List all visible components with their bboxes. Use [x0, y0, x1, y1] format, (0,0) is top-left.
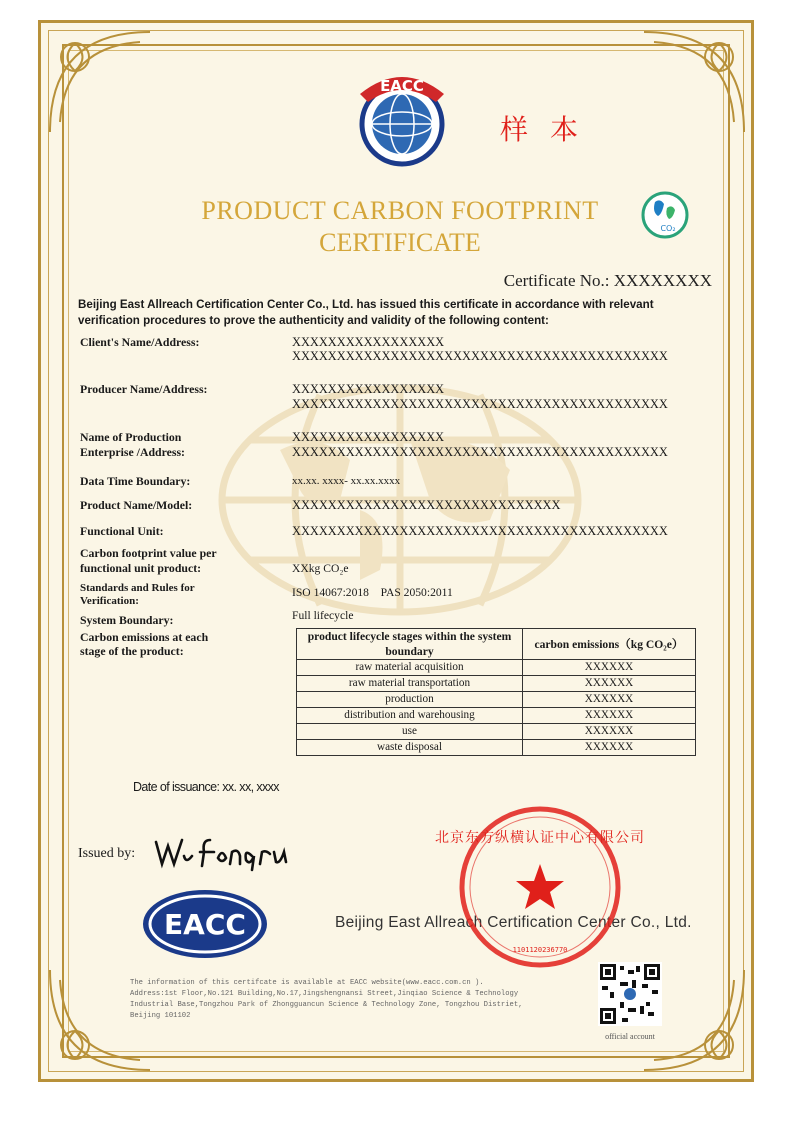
producer-label: Producer Name/Address:	[80, 382, 208, 396]
system-boundary-value: Full lifecycle	[292, 609, 354, 622]
production-enterprise-label-line2: Enterprise /Address:	[80, 445, 185, 459]
producer-value-line1: XXXXXXXXXXXXXXXXX	[292, 382, 445, 396]
client-value-line2: XXXXXXXXXXXXXXXXXXXXXXXXXXXXXXXXXXXXXXXXXX	[292, 349, 668, 363]
stage-cell: raw material transportation	[297, 676, 523, 692]
signature	[152, 834, 302, 870]
product-model-label: Product Name/Model:	[80, 498, 193, 512]
system-boundary-label: System Boundary:	[80, 613, 174, 627]
table-header-stage: product lifecycle stages within the system boundary	[297, 629, 523, 660]
footnote	[130, 978, 530, 1022]
stage-cell: use	[297, 724, 523, 740]
data-time-value: xx.xx. xxxx- xx.xx.xxxx	[292, 475, 401, 487]
table-row	[297, 708, 696, 724]
standards-label-line1: Standards and Rules for	[80, 582, 195, 594]
stage-cell: waste disposal	[297, 740, 523, 756]
certificate-title-line2: CERTIFICATE	[319, 228, 481, 257]
client-value-line1: XXXXXXXXXXXXXXXXX	[292, 335, 445, 349]
eacc-oval-logo	[140, 888, 270, 960]
table-row	[297, 676, 696, 692]
table-header-row	[297, 629, 696, 660]
certificate-title: PRODUCT CARBON FOOTPRINT	[201, 196, 599, 225]
seal-ring-text: 北京东方纵横认证中心有限公司	[435, 830, 645, 846]
certificate-number: Certificate No.: XXXXXXXX	[503, 271, 712, 290]
table-row	[297, 660, 696, 676]
production-enterprise-value-line1: XXXXXXXXXXXXXXXXX	[292, 430, 445, 444]
company-name: Beijing East Allreach Certification Center Co., Ltd.	[335, 914, 692, 931]
production-enterprise-label-line1: Name of Production	[80, 430, 182, 444]
table-row	[297, 692, 696, 708]
emission-cell: XXXXXX	[523, 740, 696, 756]
standards-label-line2: Verification:	[80, 595, 139, 607]
emission-cell: XXXXXX	[523, 724, 696, 740]
functional-unit-value: XXXXXXXXXXXXXXXXXXXXXXXXXXXXXXXXXXXXXXXXXX	[292, 524, 668, 538]
emissions-stage-table	[296, 628, 696, 756]
data-time-label: Data Time Boundary:	[80, 474, 191, 488]
issuance-date: Date of issuance: xx. xx, xxxx	[133, 780, 279, 794]
functional-unit-label: Functional Unit:	[80, 524, 164, 538]
client-label: Client's Name/Address:	[80, 335, 200, 349]
emission-cell: XXXXXX	[523, 692, 696, 708]
footprint-value: XXkg CO₂e	[292, 562, 349, 575]
eacc-logo-text: EACC	[380, 77, 424, 95]
qr-code[interactable]	[598, 962, 662, 1026]
product-model-value: XXXXXXXXXXXXXXXXXXXXXXXXXXXXXX	[292, 498, 561, 512]
table-header-emissions: carbon emissions（kg CO₂e）	[523, 629, 696, 660]
stage-cell: distribution and warehousing	[297, 708, 523, 724]
corner-ornament-top-left	[40, 22, 160, 142]
qr-caption: official account	[605, 1032, 655, 1041]
footnote-line: Beijing 101102	[130, 1012, 191, 1020]
sample-mark: 样本	[500, 113, 601, 146]
footnote-line: Industrial Base,Tongzhou Park of Zhongguancun Science & Technology Zone, Tongzhou Distriet,	[130, 1001, 523, 1009]
intro-statement: Beijing East Allreach Certification Center Co., Ltd. has issued this certificate in accordance with relevant verification procedures to prove the authenticity and validity of the following content:	[78, 298, 654, 327]
seal-code: 1101120236770	[512, 946, 568, 954]
eacc-oval-text: EACC	[164, 908, 246, 941]
emissions-stage-label-line1: Carbon emissions at each	[80, 630, 209, 644]
emissions-stage-label-line2: stage of the product:	[80, 644, 184, 658]
footprint-label-line2: functional unit product:	[80, 561, 202, 575]
table-row	[297, 724, 696, 740]
issued-by-label: Issued by:	[78, 846, 136, 861]
stage-cell: raw material acquisition	[297, 660, 523, 676]
standards-value: ISO 14067:2018 PAS 2050:2011	[292, 586, 453, 599]
producer-value-line2: XXXXXXXXXXXXXXXXXXXXXXXXXXXXXXXXXXXXXXXXXX	[292, 397, 668, 411]
footprint-label-line1: Carbon footprint value per	[80, 546, 217, 560]
emission-cell: XXXXXX	[523, 708, 696, 724]
table-row	[297, 740, 696, 756]
emission-cell: XXXXXX	[523, 660, 696, 676]
corner-ornament-top-right	[634, 22, 754, 142]
production-enterprise-value-line2: XXXXXXXXXXXXXXXXXXXXXXXXXXXXXXXXXXXXXXXXXX	[292, 445, 668, 459]
footnote-line: The information of this certifcate is available at EACC website(www.eacc.com.cn ).	[130, 979, 484, 987]
co2-text: CO₂	[660, 224, 676, 233]
carbon-footprint-icon	[640, 190, 690, 240]
footnote-line: Address:1st Floor,No.121 Building,No.17,Jingshengnansi Street,Jinqiao Science & Technology	[130, 990, 519, 998]
eacc-globe-logo	[332, 66, 472, 166]
stage-cell: production	[297, 692, 523, 708]
emission-cell: XXXXXX	[523, 676, 696, 692]
